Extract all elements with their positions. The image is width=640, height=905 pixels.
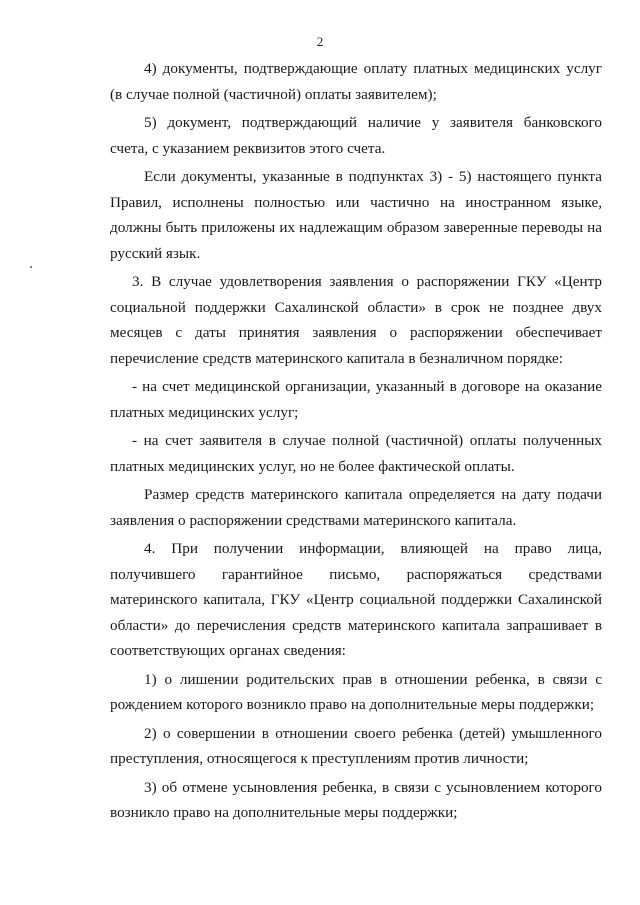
paragraph-translation-note: Если документы, указанные в подпунктах 3) - 5) настоящего пункта Правил, исполнены полностью или частично на иностранном языке, должны быть приложены их надлежащим образом заверенные переводы на русский язык. [110,168,602,262]
list-item-medical-org-account: - на счет медицинской организации, указанный в договоре на оказание платных медицинских услуг; [110,378,602,421]
paragraph-item-4: 4) документы, подтверждающие оплату платных медицинских услуг (в случае полной (частичной) оплаты заявителем); [110,60,602,103]
scan-mark [30,266,32,268]
paragraph-item-2: 2) о совершении в отношении своего ребенка (детей) умышленного преступления, относящегося к преступлениям против личности; [110,724,602,767]
paragraph-section-3: 3. В случае удовлетворения заявления о распоряжении ГКУ «Центр социальной поддержки Сахалинской области» в срок не позднее двух месяцев с даты принятия заявления о распоряжении обеспечивает перечисление средств материнского капитала в безналичном порядке: [110,273,602,367]
paragraph-section-4: 4. При получении информации, влияющей на право лица, получившего гарантийное письмо, распоряжаться средствами материнского капитала, ГКУ «Центр социальной поддержки Сахалинской области» до перечисления средств материнского капитала запрашивает в соответствующих органах сведения: [110,540,602,659]
document-body [110,56,602,829]
paragraph-capital-amount: Размер средств материнского капитала определяется на дату подачи заявления о распоряжении средствами материнского капитала. [110,486,602,529]
paragraph-item-5: 5) документ, подтверждающий наличие у заявителя банковского счета, с указанием реквизитов этого счета. [110,114,602,157]
paragraph-item-3: 3) об отмене усыновления ребенка, в связи с усыновлением которого возникло право на дополнительные меры поддержки; [110,778,602,821]
paragraph-item-1: 1) о лишении родительских прав в отношении ребенка, в связи с рождением которого возникло право на дополнительные меры поддержки; [110,670,602,713]
page-number: 2 [316,34,324,49]
list-item-applicant-account: - на счет заявителя в случае полной (частичной) оплаты полученных платных медицинских услуг, но не более фактической оплаты. [110,432,602,475]
